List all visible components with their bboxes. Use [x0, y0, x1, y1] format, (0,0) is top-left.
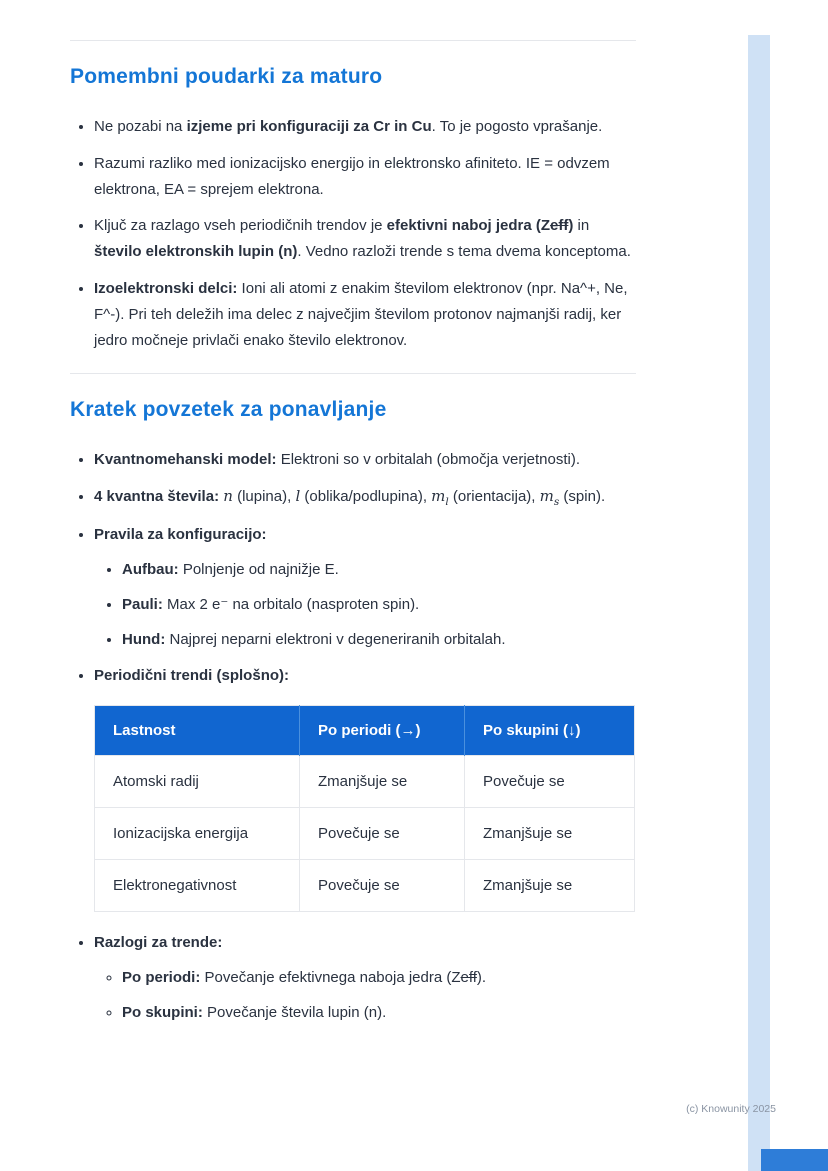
- sub-list-item: [122, 965, 636, 991]
- text-segment: . Vedno razloži trende s tema dvema konceptoma.: [297, 243, 631, 261]
- text-segment: Ne pozabi na: [94, 118, 187, 135]
- text-segment: eff: [460, 969, 477, 986]
- trends-table: [94, 705, 635, 912]
- text-segment: (spin).: [559, 488, 606, 506]
- text-segment: Izoelektronski delci:: [94, 279, 238, 297]
- text-segment: Po periodi:: [122, 969, 201, 986]
- list-item: [94, 447, 636, 473]
- table-cell: Elektronegativnost: [95, 860, 300, 912]
- table-cell: Zmanjšuje se: [465, 860, 635, 912]
- text-segment: Povečanje efektivnega naboja jedra (Z: [200, 969, 461, 986]
- scrollbar-track[interactable]: [748, 35, 770, 1171]
- list-item: [94, 663, 636, 689]
- text-segment: 4 kvantna števila:: [94, 488, 220, 506]
- text-segment: Pauli:: [122, 595, 163, 613]
- text-segment: in: [573, 217, 590, 235]
- bullet-list-section1: [70, 114, 636, 353]
- trends-table-head-row: [95, 706, 635, 756]
- text-segment: (orientacija),: [448, 488, 540, 506]
- sub-list: [94, 557, 636, 652]
- text-segment: Po skupini:: [122, 1003, 203, 1021]
- table-cell: Povečuje se: [465, 756, 635, 808]
- text-segment: l: [295, 487, 301, 506]
- text-segment: Ključ za razlago vseh periodičnih trendov je: [94, 217, 387, 235]
- text-segment: m: [539, 487, 554, 506]
- text-segment: Najprej neparni elektroni v degeneriranih orbitalah.: [165, 630, 506, 648]
- table-cell: Atomski radij: [95, 756, 300, 808]
- trends-table-body: [95, 756, 635, 912]
- text-segment: m: [431, 487, 446, 506]
- bullet-list-section2: [70, 447, 636, 689]
- table-row: [95, 860, 635, 912]
- text-segment: Polnjenje od najnižje E.: [178, 561, 339, 579]
- text-segment: n: [223, 487, 233, 506]
- list-item: [94, 930, 636, 1025]
- list-item: [94, 213, 636, 265]
- text-segment: ).: [476, 969, 487, 986]
- text-segment: izjeme pri konfiguraciji za Cr in Cu: [186, 118, 432, 135]
- table-header-cell: Po periodi (→): [300, 706, 465, 756]
- section-title-maturo: Pomembni poudarki za maturo: [70, 65, 383, 88]
- text-segment: s: [553, 496, 560, 509]
- sub-list: [94, 965, 636, 1026]
- text-segment: l: [445, 496, 449, 509]
- text-segment: Elektroni so v orbitalah (območja verjetnosti).: [276, 451, 581, 469]
- table-header-cell: Lastnost: [95, 706, 300, 756]
- list-item: [94, 276, 636, 353]
- text-segment: Aufbau:: [122, 561, 179, 579]
- table-header-cell: Po skupini (↓): [465, 706, 635, 756]
- text-segment: Ioni ali atomi z enakim številom elektronov (npr. Na^+, Ne, F^-). Pri teh deležih ima delec z največjim številom protonov najmanjši radij, ker jedro močneje privlači enako število elektronov.: [94, 279, 628, 349]
- text-segment: eff: [550, 217, 569, 235]
- text-segment: . To je pogosto vprašanje.: [431, 118, 603, 135]
- text-segment: efektivni naboj jedra (Z: [386, 217, 551, 235]
- text-segment: Pravila za konfiguracijo:: [94, 526, 267, 544]
- table-row: [95, 808, 635, 860]
- table-cell: Povečuje se: [300, 860, 465, 912]
- text-segment: (lupina),: [232, 488, 296, 506]
- text-segment: Periodični trendi (splošno):: [94, 667, 290, 685]
- bullet-list-reasons: [70, 930, 636, 1025]
- text-segment: ): [568, 217, 574, 235]
- table-cell: Povečuje se: [300, 808, 465, 860]
- section-title-povzetek: Kratek povzetek za ponavljanje: [70, 398, 387, 422]
- sub-list-item: [122, 1000, 636, 1026]
- table-row: [95, 756, 635, 808]
- text-segment: Max 2 e⁻ na orbitalo (nasproten spin).: [162, 595, 420, 613]
- page-content: [70, 0, 636, 1037]
- text-segment: Kvantnomehanski model:: [94, 451, 277, 469]
- list-item: [94, 484, 636, 511]
- list-item: [94, 151, 636, 203]
- text-segment: število elektronskih lupin (n): [94, 243, 298, 261]
- list-item: [94, 114, 636, 140]
- bottom-right-accent: [761, 1149, 828, 1171]
- text-segment: Razumi razliko med ionizacijsko energijo in elektronsko afiniteto. IE = odvzem elektrona, EA = sprejem elektrona.: [94, 154, 610, 198]
- copyright-text: (c) Knowunity 2025: [686, 1103, 776, 1115]
- sub-list-item: [122, 557, 636, 583]
- divider: [70, 40, 636, 41]
- text-segment: Hund:: [122, 630, 166, 648]
- table-cell: Zmanjšuje se: [300, 756, 465, 808]
- text-segment: Razlogi za trende:: [94, 934, 223, 952]
- sub-list-item: [122, 592, 636, 618]
- table-cell: Zmanjšuje se: [465, 808, 635, 860]
- list-item: [94, 522, 636, 652]
- text-segment: (oblika/podlupina),: [300, 488, 432, 506]
- table-cell: Ionizacijska energija: [95, 808, 300, 860]
- divider: [70, 373, 636, 374]
- sub-list-item: [122, 627, 636, 653]
- text-segment: Povečanje števila lupin (n).: [202, 1003, 387, 1021]
